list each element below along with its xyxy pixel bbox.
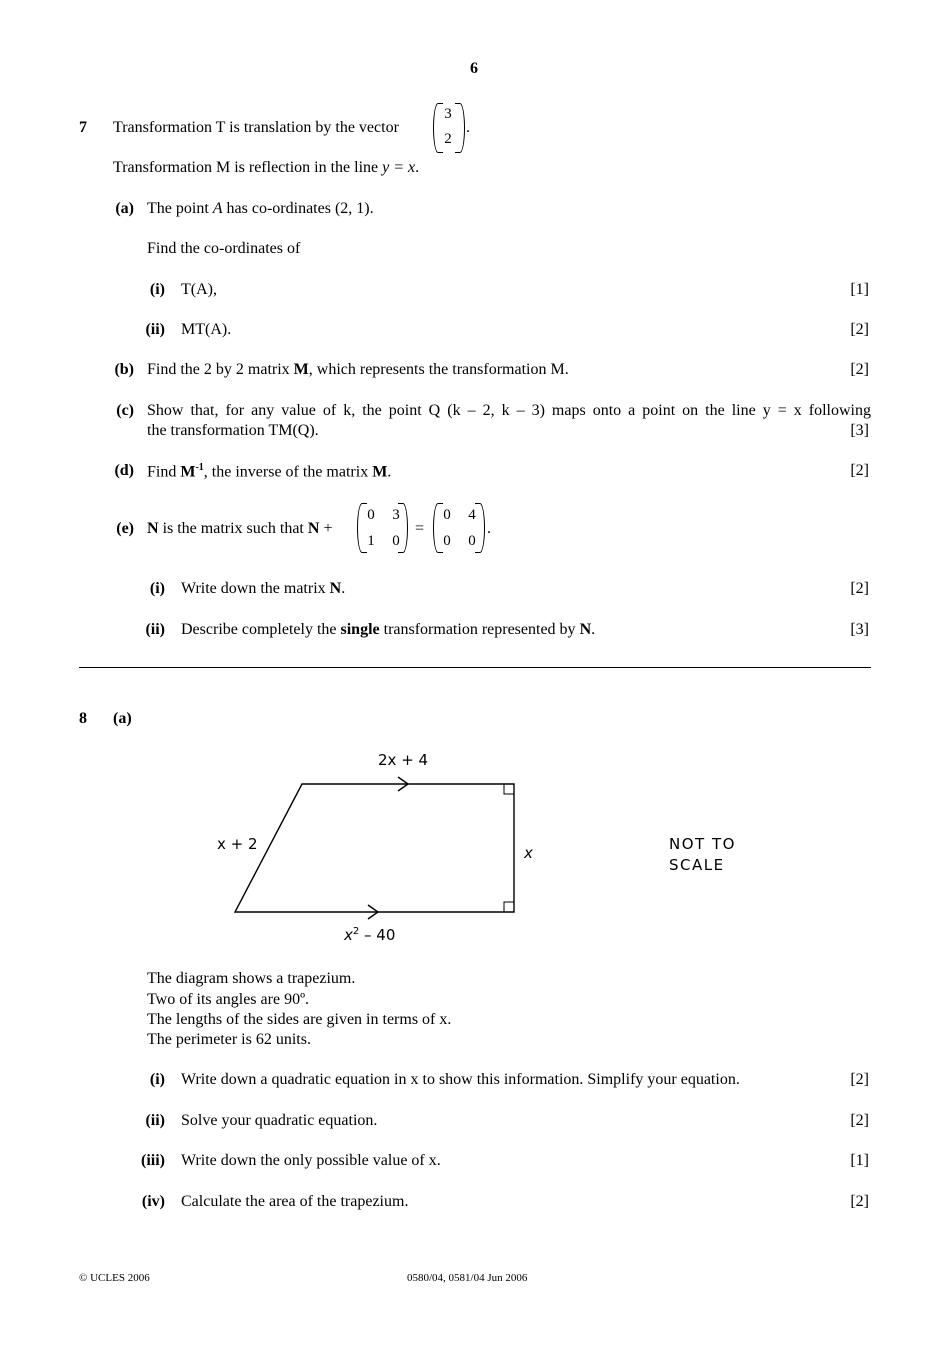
q7d-text-mid: , the inverse of the matrix xyxy=(203,463,373,481)
q7a-ii-label: (ii) xyxy=(145,321,165,338)
q7b-text xyxy=(147,362,569,378)
footer-code: 0580/04, 0581/04 Jun 2006 xyxy=(407,1272,528,1284)
q7-intro-text: Transformation T is translation by the vector xyxy=(113,119,399,136)
matrix2-a: 0 xyxy=(443,507,451,523)
q7d-sup: -1 xyxy=(195,462,204,473)
q7e-ii-label: (ii) xyxy=(145,621,165,638)
diagram-bottom-base: x xyxy=(344,926,353,944)
diagram-bottom-sup: 2 xyxy=(352,926,360,937)
q7d-matrix: M xyxy=(180,463,196,481)
matrix1-d: 0 xyxy=(392,533,400,549)
not-to-scale-1: NOT TO xyxy=(669,835,736,853)
q8a-iii-label: (iii) xyxy=(141,1152,165,1169)
q8a-label: (a) xyxy=(113,710,132,727)
q7e-equals: = xyxy=(415,520,425,537)
q8a-i-text: Write down a quadratic equation in x to show this information. Simplify your equation. xyxy=(181,1071,740,1088)
q7e-ii-marks: [3] xyxy=(850,621,869,638)
question-7-number: 7 xyxy=(79,119,87,136)
q7e-i-text-pre: Write down the matrix xyxy=(181,580,330,597)
q7a-point: A xyxy=(212,200,223,217)
matrix2-right-paren xyxy=(475,503,485,553)
q7a-text-post: has co-ordinates (2, 1). xyxy=(222,200,374,217)
q7a-find: Find the co-ordinates of xyxy=(147,240,301,257)
q7a-i-text: T(A), xyxy=(181,281,217,298)
trapezium-shape xyxy=(235,784,514,912)
q7e-i-text-post: . xyxy=(341,580,346,597)
q7e-i-text xyxy=(181,581,345,597)
q7d-matrix2: M xyxy=(372,463,388,481)
diagram-bottom-rest: – 40 xyxy=(359,926,396,944)
q7d-marks: [2] xyxy=(850,462,869,479)
matrix2-b: 4 xyxy=(468,507,476,523)
q7e-n2: N xyxy=(307,520,320,537)
q7c-marks: [3] xyxy=(850,422,869,439)
q7e-n: N xyxy=(147,520,159,537)
matrix1-a: 0 xyxy=(367,507,375,523)
footer-copyright: © UCLES 2006 xyxy=(79,1272,150,1284)
vector-period: . xyxy=(466,119,470,136)
page-number: 6 xyxy=(470,60,478,77)
not-to-scale-2: SCALE xyxy=(669,856,725,874)
q7e-period: . xyxy=(487,520,491,537)
diagram-top-label: 2x + 4 xyxy=(378,751,429,769)
q7b-text-post: , which represents the transformation M. xyxy=(308,361,569,378)
right-angle-top xyxy=(504,784,514,794)
q7d-label: (d) xyxy=(114,462,134,479)
q8-desc-1: The diagram shows a trapezium. xyxy=(147,970,356,987)
q7-line2-eq: y = x xyxy=(382,159,416,176)
q7e-ii-text xyxy=(181,622,595,638)
q7d-text-pre: Find xyxy=(147,463,181,481)
q7b-matrix: M xyxy=(293,361,309,378)
q8-desc-3: The lengths of the sides are given in terms of x. xyxy=(147,1011,452,1028)
q7e-plus: + xyxy=(319,520,333,537)
matrix1-b: 3 xyxy=(392,507,400,523)
vector-top: 3 xyxy=(444,106,452,122)
q8a-iv-marks: [2] xyxy=(850,1193,869,1210)
q8a-ii-label: (ii) xyxy=(145,1112,165,1129)
q8-desc-2: Two of its angles are 90º. xyxy=(147,991,310,1008)
q7e-label: (e) xyxy=(116,520,134,537)
matrix2-d: 0 xyxy=(468,533,476,549)
q8a-ii-marks: [2] xyxy=(850,1112,869,1129)
q7b-label: (b) xyxy=(114,361,134,378)
q7a-i-marks: [1] xyxy=(850,281,869,298)
q7a-ii-marks: [2] xyxy=(850,321,869,338)
diagram-right-label: x xyxy=(524,844,533,862)
q8a-iv-label: (iv) xyxy=(141,1193,165,1210)
q7e-i-label: (i) xyxy=(149,580,165,597)
q7e-ii-text-post: . xyxy=(591,621,596,638)
q8a-iv-text: Calculate the area of the trapezium. xyxy=(181,1193,409,1210)
q7a-text-pre: The point xyxy=(147,200,213,217)
q7e-i-n: N xyxy=(329,580,342,597)
q7a-label: (a) xyxy=(115,200,134,217)
bottom-parallel-arrow xyxy=(368,905,378,919)
q7c-line2: the transformation TM(Q). xyxy=(147,422,319,439)
q7-line2-text: Transformation M is reflection in the line xyxy=(113,159,383,176)
q8a-ii-text: Solve your quadratic equation. xyxy=(181,1112,378,1129)
q7a-text xyxy=(147,201,374,217)
question-divider xyxy=(79,667,871,668)
q7e-ii-text-pre: Describe completely the xyxy=(181,621,341,638)
q8a-i-label: (i) xyxy=(149,1071,165,1088)
q7e-i-marks: [2] xyxy=(850,580,869,597)
q7b-text-pre: Find the 2 by 2 matrix xyxy=(147,361,294,378)
q8a-iii-marks: [1] xyxy=(850,1152,869,1169)
matrix2-c: 0 xyxy=(443,533,451,549)
vector-bottom: 2 xyxy=(444,131,452,147)
q7e-text-mid: is the matrix such that xyxy=(158,520,308,537)
q7-line2: Transformation M is reflection in the line y = x. xyxy=(113,159,420,176)
q7a-i-label: (i) xyxy=(149,281,165,298)
q7a-ii-text: MT(A). xyxy=(181,321,232,338)
diagram-left-label: x + 2 xyxy=(217,835,258,853)
q8a-iii-text: Write down the only possible value of x. xyxy=(181,1152,441,1169)
right-angle-bottom xyxy=(504,902,514,912)
q7c-line1: Show that, for any value of k, the point Q (k – 2, k – 3) maps onto a point on the line y = x following xyxy=(147,402,871,419)
q8a-i-marks: [2] xyxy=(850,1071,869,1088)
q7e-ii-bold: single xyxy=(340,621,380,638)
q7b-marks: [2] xyxy=(850,361,869,378)
question-8-number: 8 xyxy=(79,710,87,727)
q7d-text xyxy=(147,463,391,480)
q7-intro xyxy=(113,120,399,136)
q8-desc-4: The perimeter is 62 units. xyxy=(147,1031,311,1048)
top-parallel-arrow xyxy=(398,777,408,791)
q7e-text xyxy=(147,521,332,537)
matrix1-c: 1 xyxy=(367,533,375,549)
q7e-ii-text-mid: transformation represented by xyxy=(379,621,580,638)
q7d-text-post: . xyxy=(387,463,392,481)
matrix1-right-paren xyxy=(398,503,408,553)
vector-right-paren xyxy=(455,103,465,153)
diagram-bottom-label xyxy=(344,927,395,943)
q7e-ii-n: N xyxy=(579,621,592,638)
q7c-label: (c) xyxy=(116,402,134,419)
